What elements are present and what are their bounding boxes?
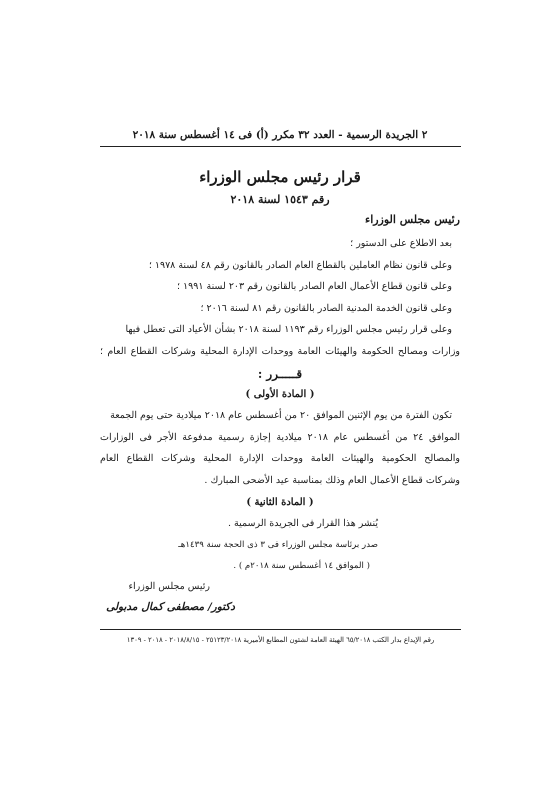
article-2-heading: ( المادة الثانية )	[246, 497, 314, 508]
article-1-line: وشركات قطاع الأعمال العام وذلك بمناسبة عيد الأضحى المبارك .	[204, 475, 460, 486]
signature-role: رئيس مجلس الوزراء	[128, 581, 210, 592]
header-rule	[100, 146, 461, 147]
preamble-line: وزارات ومصالح الحكومة والهيئات العامة ووحدات الإدارة المحلية وشركات القطاع العام ؛	[100, 346, 460, 357]
preamble-line: وعلى قانون قطاع الأعمال العام الصادر بالقانون رقم ٢٠٣ لسنة ١٩٩١ ؛	[176, 281, 452, 292]
footer-rule	[100, 629, 461, 630]
article-1-line: والمصالح الحكومية والهيئات العامة ووحدات الإدارة المحلية وشركات القطاع العام	[100, 453, 460, 464]
preamble-line: وعلى قانون الخدمة المدنية الصادر بالقانون رقم ٨١ لسنة ٢٠١٦ ؛	[200, 303, 452, 314]
deposit-footer: رقم الإيداع بدار الكتب ٦٥/٢٠١٨ الهيئة العامة لشئون المطابع الأميرية ٢٥١٢٣/٢٠١٨ - ٢٠١٨/٨/١٥ - ٢٠١٨ - ١٣٠٩	[126, 636, 435, 644]
decree-number: رقم ١٥٤٣ لسنة ٢٠١٨	[230, 193, 330, 206]
preamble-line: وعلى قانون نظام العاملين بالقطاع العام الصادر بالقانون رقم ٤٨ لسنة ١٩٧٨ ؛	[148, 260, 452, 271]
article-1-heading: ( المادة الأولى )	[245, 389, 315, 400]
preamble-line: بعد الاطلاع على الدستور ؛	[350, 238, 452, 249]
decree-title: قرار رئيس مجلس الوزراء	[199, 168, 361, 186]
decided-heading: قـــــرر :	[257, 367, 303, 381]
article-1-line: تكون الفترة من يوم الإثنين الموافق ٢٠ من أغسطس عام ٢٠١٨ ميلادية حتى يوم الجمعة	[110, 410, 452, 421]
signature-name: دكتور/ مصطفى كمال مدبولى	[106, 601, 235, 613]
issued-at-gregorian: ( الموافق ١٤ أغسطس سنة ٢٠١٨م ) .	[233, 561, 370, 571]
issued-at: صدر برئاسة مجلس الوزراء فى ٣ ذى الحجة سنة ١٤٣٩هـ	[178, 540, 378, 550]
article-2-text: يُنشر هذا القرار فى الجريدة الرسمية .	[228, 518, 378, 529]
gazette-header: ٢ الجريدة الرسمية - العدد ٣٢ مكرر (أ) فى ١٤ أغسطس سنة ٢٠١٨	[132, 129, 428, 141]
preamble-line: وعلى قرار رئيس مجلس الوزراء رقم ١١٩٣ لسنة ٢٠١٨ بشأن الأعياد التى تعطل فيها	[125, 324, 452, 335]
article-1-line: الموافق ٢٤ من أغسطس عام ٢٠١٨ ميلادية إجازة رسمية مدفوعة الأجر فى الوزارات	[100, 432, 460, 443]
decree-issuer: رئيس مجلس الوزراء	[365, 213, 460, 226]
